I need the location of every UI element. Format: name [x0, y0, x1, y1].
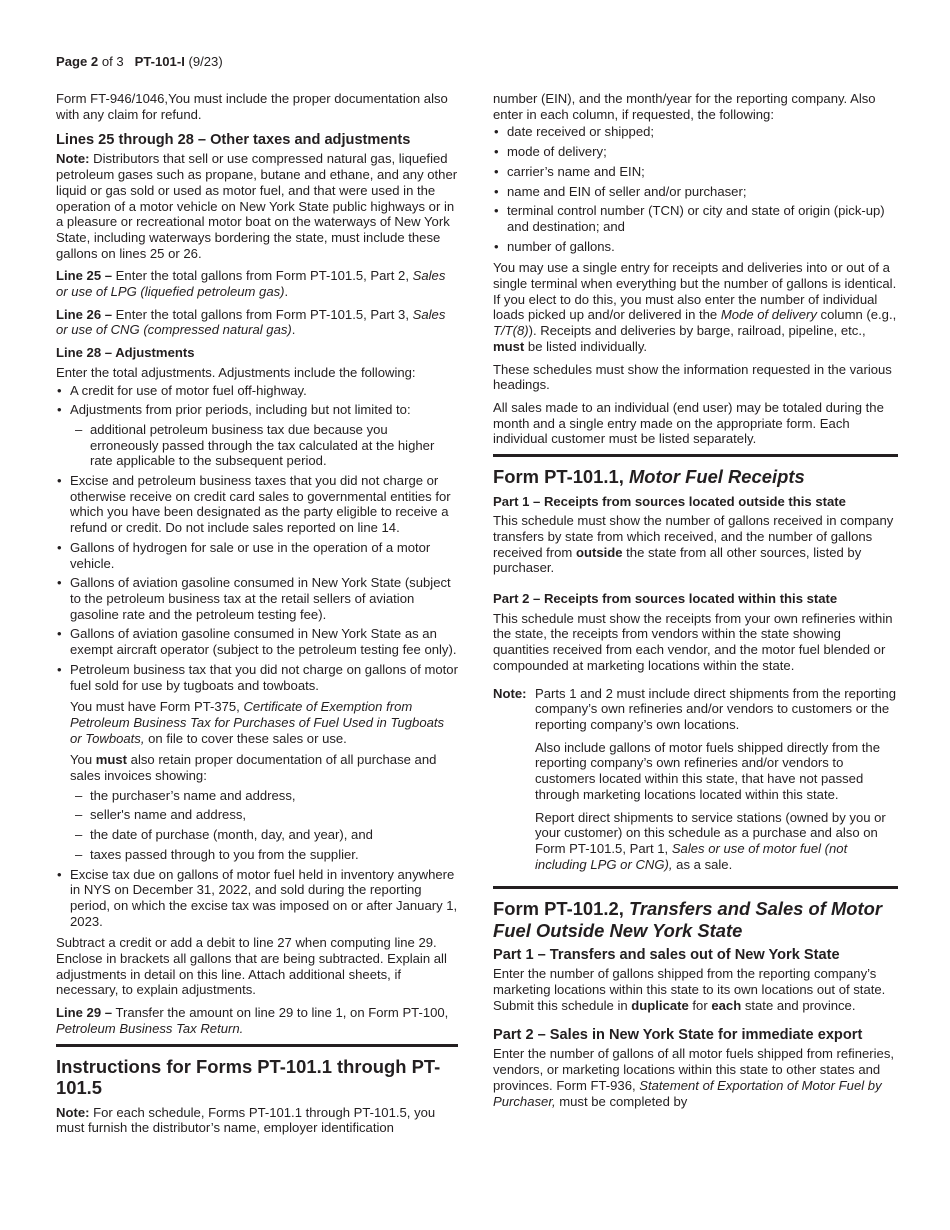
schedules-paragraph: These schedules must show the information requested in the various headings. [493, 361, 892, 393]
list-item: • Excise and petroleum business taxes that you did not charge or otherwise receive on credit card sales to governmental entities for which you have been designated as the party eligible to receive a refund or credit. Do not include sales reported on line 14. [56, 473, 458, 536]
list-item: • A credit for use of motor fuel off-highway. [56, 383, 458, 399]
line-26-text: Enter the total gallons from Form PT-101.5, Part 3, [112, 306, 413, 322]
italic-text: T/T(8) [493, 323, 529, 339]
section-divider [56, 1044, 458, 1047]
sub-list-item: – the date of purchase (month, day, and year), and [70, 827, 458, 843]
page-number: Page 2 [56, 54, 99, 69]
parts-note [493, 686, 898, 880]
sub-list [70, 788, 458, 863]
italic-text: Mode of delivery [720, 307, 817, 323]
list-item: • number of gallons. [493, 239, 898, 255]
text: as a sale. [672, 856, 733, 872]
text: the state from all other sources, listed by purchaser. [493, 544, 862, 576]
list-item: • date received or shipped; [493, 124, 898, 140]
sub-list-item: – additional petroleum business tax due because you erroneously passed through the tax calculated at the higher rate applicable to the subsequent period. [70, 422, 458, 469]
heading-text: Form PT-101.1, [493, 466, 629, 488]
note-paragraph [535, 810, 898, 873]
form-id: PT-101-I [134, 54, 185, 69]
single-entry-paragraph [493, 260, 898, 354]
text: on file to cover these sales or use. [144, 730, 347, 746]
list-item: • mode of delivery; [493, 144, 898, 160]
list-item: • Gallons of aviation gasoline consumed in New York State as an exempt aircraft operator (subject to the petroleum testing fee only). [56, 626, 458, 657]
line-26-paragraph [56, 307, 458, 338]
text: You [70, 752, 96, 768]
line-25-text: Enter the total gallons from Form PT-101.5, Part 2, [112, 268, 413, 284]
right-column [493, 91, 898, 1116]
list-item [56, 662, 458, 863]
sub-list [70, 422, 458, 469]
f2-part-2-text [493, 1046, 898, 1109]
all-sales-paragraph: All sales made to an individual (end user) may be totaled during the month and a single entry made on the appropriate form. Each individual customer must be listed separately. [493, 399, 884, 447]
pt-375-paragraph [70, 699, 458, 746]
text: column (e.g., [816, 307, 897, 323]
instructions-note [56, 1105, 458, 1136]
text: be listed individually. [524, 338, 648, 354]
f2-part-1-heading: Part 1 – Transfers and sales out of New York State [493, 947, 840, 964]
text: must be completed by [555, 1093, 688, 1109]
period: . [284, 284, 289, 300]
text: for [688, 997, 712, 1013]
list-item-text: Petroleum business tax that you did not charge on gallons of motor fuel sold for use by tugboats and towboats. [70, 661, 458, 693]
heading-italic: Motor Fuel Receipts [628, 466, 805, 488]
sub-list-item: – taxes passed through to you from the supplier. [70, 847, 458, 863]
text: This schedule must show the number of gallons received in company transfers by state from which received, and the number of gallons received from [493, 513, 894, 560]
column-fields-list [493, 124, 898, 254]
line-29-label: Line 29 – [56, 1005, 113, 1021]
list-item: • Excise tax due on gallons of motor fuel held in inventory anywhere in NYS on December 31, 2022, and sold during the reporting period, on which the excise tax was imposed on or after January 1, 2023. [56, 867, 458, 930]
note-text: Distributors that sell or use compressed natural gas, liquefied petroleum gases such as propane, butane and ethane, and any other liquid or gas sold or used as motor fuel, and that were used in the operation of a motor vehicle on New York State public highways or in a pleasure or recreational motor boat on the waterways of New York State, including waterways bordering the state, must include these gallons on lines 25 or 26. [56, 151, 458, 261]
sub-list-item: – seller's name and address, [70, 807, 458, 823]
note-body [535, 686, 898, 880]
lines-25-28-heading: Lines 25 through 28 – Other taxes and adjustments [56, 132, 411, 149]
text: state and province. [741, 997, 856, 1013]
bold-text: must [95, 752, 128, 768]
note-text: For each schedule, Forms PT-101.1 through PT-101.5, you must furnish the distributor’s name, employer identification [56, 1104, 436, 1136]
form-pt-101-2-heading [493, 898, 898, 941]
continued-text: number (EIN), and the month/year for the reporting company. Also enter in each column, if requested, the following: [493, 91, 876, 122]
list-item [56, 402, 458, 469]
heading-italic: Transfers and Sales of Motor Fuel Outside New York State [493, 898, 883, 941]
note-paragraph: Parts 1 and 2 must include direct shipments from the reporting company’s own refineries and/or vendors to customers or the reporting company’s own locations. [535, 685, 896, 732]
sub-list-item: – the purchaser’s name and address, [70, 788, 458, 804]
text: You may use a single entry for receipts and deliveries into or out of a single terminal when everything but the number of gallons is identical. If you elect to do this, you must also enter the number of individual loads picked up and/or delivered in the [493, 260, 897, 323]
italic-text: Statement of Exportation of Motor Fuel by Purchaser, [493, 1077, 882, 1109]
text: You must have Form PT-375, [70, 699, 244, 715]
list-item: • terminal control number (TCN) or city and state of origin (pick-up) and destination; and [493, 203, 898, 234]
list-item-text: Adjustments from prior periods, including but not limited to: [70, 402, 411, 418]
page-count: of 3 [101, 54, 124, 69]
left-column [56, 91, 458, 1143]
documentation-paragraph [70, 752, 458, 783]
line-28-intro: Enter the total adjustments. Adjustments include the following: [56, 364, 416, 380]
note-label: Note: [493, 685, 527, 701]
text: ). Receipts and deliveries by barge, railroad, pipeline, etc., [528, 323, 866, 339]
f1-part-2-text: This schedule must show the receipts from your own refineries within the state, the receipts from vendors within the state showing quantities received from each vendor, and the motor fuel blended or compounded at marketing locations within the state. [493, 610, 893, 673]
bold-text: outside [575, 544, 623, 560]
list-item: • Gallons of aviation gasoline consumed in New York State (subject to the petroleum business tax at the retail sellers of aviation gasoline rate and the petroleum testing fee). [56, 575, 458, 622]
adjustments-list [56, 383, 458, 930]
bold-text: each [711, 997, 742, 1013]
f2-part-2-heading: Part 2 – Sales in New York State for immediate export [493, 1027, 863, 1044]
page-header [56, 54, 223, 70]
section-divider [493, 454, 898, 457]
list-item: • name and EIN of seller and/or purchaser; [493, 184, 898, 200]
line-26-label: Line 26 – [56, 306, 113, 322]
list-item: • carrier’s name and EIN; [493, 164, 898, 180]
intro-text: Form FT-946/1046,You must include the proper documentation also with any claim for refund. [56, 91, 448, 122]
note-paragraph [56, 151, 458, 261]
period: . [291, 322, 296, 338]
line-26-italic: Sales or use of CNG (compressed natural gas) [56, 306, 446, 338]
italic-text: Sales or use of motor fuel (not including LPG or CNG), [535, 840, 848, 872]
line-29-italic: Petroleum Business Tax Return. [56, 1020, 244, 1036]
note-paragraph: Also include gallons of motor fuels shipped directly from the reporting company’s own refineries and/or vendors to customers located within this state, that have not passed through marketing locations located within this state. [535, 739, 880, 802]
heading-text: Form PT-101.2, [493, 898, 629, 920]
note-label: Note: [56, 151, 90, 167]
subtract-paragraph: Subtract a credit or add a debit to line 27 when computing line 29. Enclose in brackets all gallons that are being subtracted. Explain all adjustments in detail on this line. Attach additional sheets, if necessary, to explain adjustments. [56, 935, 447, 998]
section-divider [493, 886, 898, 889]
text: also retain proper documentation of all purchase and sales invoices showing: [70, 752, 437, 784]
text: Report direct shipments to service stations (owned by you or your customer) on this schedule as a purchase and also on Form PT-101.5, Part 1, [535, 809, 886, 856]
line-25-italic: Sales or use of LPG (liquefied petroleum gas) [56, 268, 446, 300]
line-29-paragraph [56, 1005, 458, 1036]
f2-part-1-text [493, 966, 898, 1013]
line-29-text: Transfer the amount on line 29 to line 1, on Form PT-100, [112, 1005, 449, 1021]
list-item: • Gallons of hydrogen for sale or use in the operation of a motor vehicle. [56, 540, 458, 571]
f1-part-1-heading: Part 1 – Receipts from sources located outside this state [493, 493, 846, 509]
text: Enter the number of gallons shipped from the reporting company’s marketing locations within this state to its own locations out of state. Submit this schedule in [493, 966, 886, 1013]
bold-text: duplicate [631, 997, 689, 1013]
form-title-italic: Certificate of Exemption from Petroleum Business Tax for Purchases of Fuel Used in Tugboats or Towboats, [70, 699, 445, 746]
note-label: Note: [56, 1104, 90, 1120]
line-25-label: Line 25 – [56, 268, 113, 284]
f1-part-2-heading: Part 2 – Receipts from sources located within this state [493, 591, 838, 607]
line-25-paragraph [56, 268, 458, 299]
bold-text: must [493, 338, 525, 354]
instructions-heading: Instructions for Forms PT-101.1 through PT-101.5 [56, 1055, 441, 1099]
form-pt-101-1-heading [493, 466, 898, 488]
text: Enter the number of gallons of all motor fuels shipped from refineries, vendors, or marketing locations within this state to other states and provinces. Form FT-936, [493, 1046, 895, 1093]
line-28-heading: Line 28 – Adjustments [56, 345, 195, 361]
f1-part-1-text [493, 513, 898, 576]
form-revision: (9/23) [188, 54, 223, 69]
